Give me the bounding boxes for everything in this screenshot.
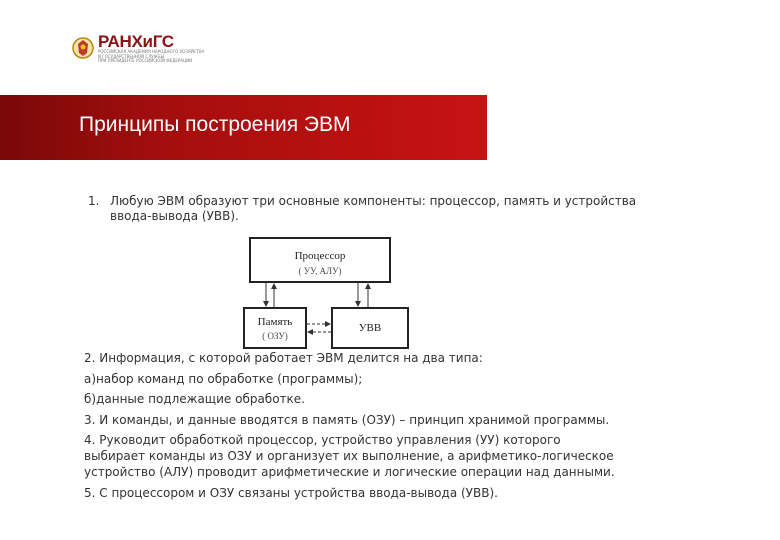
architecture-diagram: [240, 236, 420, 354]
ranepa-emblem-icon: [72, 35, 94, 61]
page-title: Принципы построения ЭВМ: [79, 113, 351, 136]
list-item: [88, 194, 648, 224]
logo-subline: ПРИ ПРЕЗИДЕНТЕ РОССИЙСКОЙ ФЕДЕРАЦИИ: [98, 58, 193, 63]
paragraph-line: устройство (АЛУ) проводит арифметические и логические операции над данными.: [84, 465, 615, 479]
logo-subline: РОССИЙСКАЯ АКАДЕМИЯ НАРОДНОГО ХОЗЯЙСТВА: [98, 49, 205, 54]
memory-title: Память: [257, 316, 293, 328]
paragraph-line: 3. И команды, и данные вводятся в память (ОЗУ) – принцип хранимой программы.: [84, 413, 610, 427]
paragraph-line: выбирает команды из ОЗУ и организует их выполнение, а арифметико-логическое: [84, 449, 614, 463]
list-text: Любую ЭВМ образуют три основные компоненты: процессор, память и устройства ввода-вывода (УВВ).: [110, 194, 637, 223]
list-number: 1.: [88, 194, 100, 208]
processor-sub: ( УУ, АЛУ): [298, 266, 342, 276]
memory-box: [244, 308, 306, 348]
processor-title: Процессор: [294, 250, 346, 262]
title-banner: [0, 95, 487, 160]
logo: [72, 33, 204, 64]
paragraph-line: б)данные подлежащие обработке.: [84, 392, 305, 406]
paragraph-line: а)набор команд по обработке (программы);: [84, 372, 363, 386]
paragraph-line: 5. С процессором и ОЗУ связаны устройства ввода-вывода (УВВ).: [84, 486, 498, 500]
logo-subline: И ГОСУДАРСТВЕННОЙ СЛУЖБЫ: [98, 53, 165, 59]
paragraph-line: 2. Информация, с которой работает ЭВМ делится на два типа:: [84, 351, 483, 365]
memory-sub: ( ОЗУ): [262, 331, 288, 341]
io-title: УВВ: [358, 322, 382, 334]
logo-brand: РАНХиГС: [98, 32, 174, 51]
paragraph-line: 4. Руководит обработкой процессор, устройство управления (УУ) которого: [84, 433, 561, 447]
